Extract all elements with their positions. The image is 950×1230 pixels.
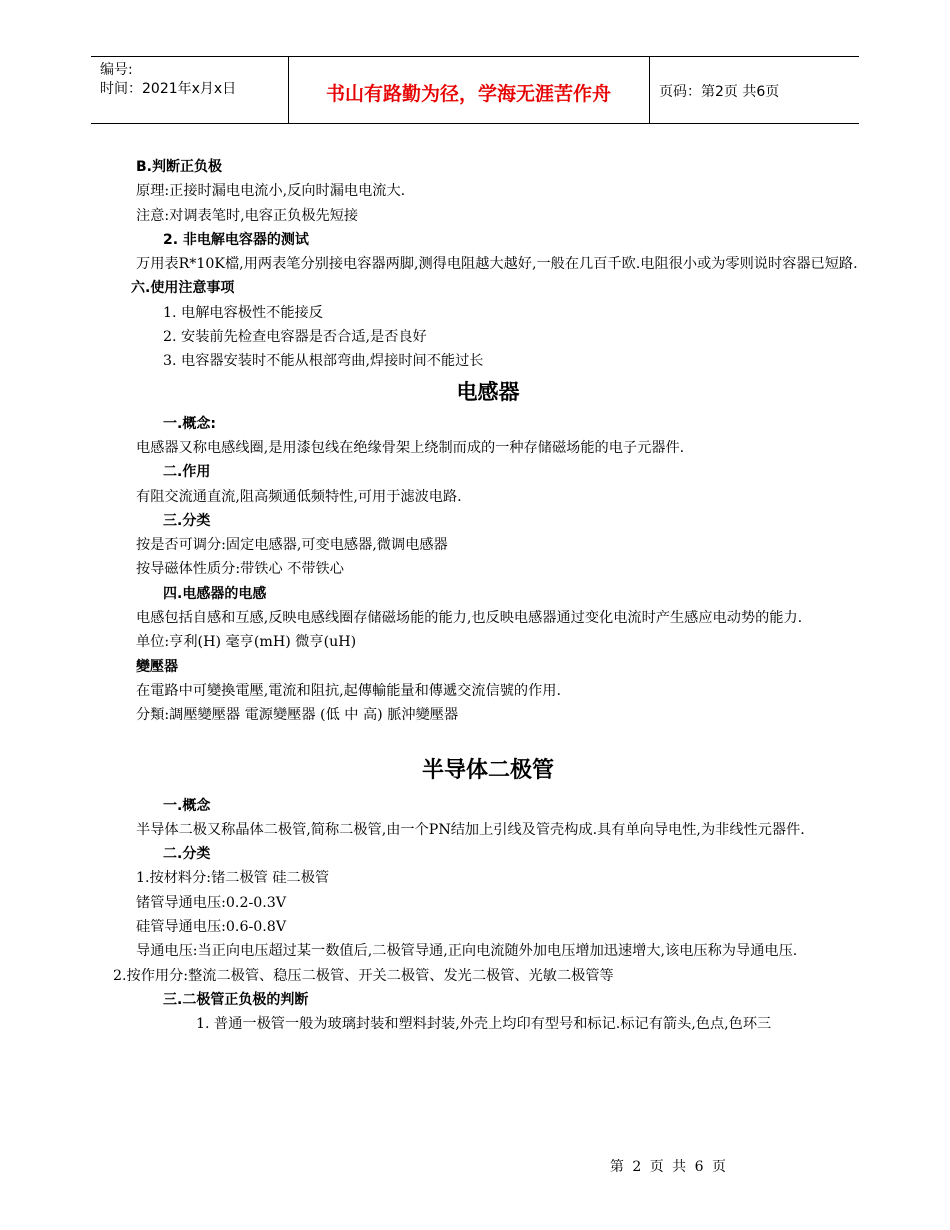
paragraph: 1.按材料分:锗二极管 硅二极管 <box>136 870 330 887</box>
paragraph: 半导体二极又称晶体二极管,简称二极管,由一个PN结加上引线及管壳构成.具有单向导电性,为非线性元器件. <box>136 821 805 838</box>
list-item: 1. 普通一极管一般为玻璃封装和塑料封装,外壳上均印有型号和标记.标记有箭头,色点,色环三 <box>196 1016 772 1033</box>
paragraph: 按导磁体性质分:带铁心 不带铁心 <box>136 561 344 578</box>
subheading: 變壓器 <box>136 658 178 675</box>
page-header <box>91 56 859 124</box>
paragraph: 2.按作用分:整流二极管、稳压二极管、开关二极管、发光二极管、光敏二极管等 <box>113 967 614 984</box>
paragraph: 电感器又称电感线圈,是用漆包线在绝缘骨架上绕制而成的一种存储磁场能的电子元器件. <box>136 439 685 456</box>
header-meta <box>100 61 236 99</box>
paragraph: 注意:对调表笔时,电容正负极先短接 <box>136 207 359 224</box>
subheading: B.判断正负极 <box>136 159 222 175</box>
subheading: 二.作用 <box>163 464 211 481</box>
list-item: 3. 电容器安装时不能从根部弯曲,焊接时间不能过长 <box>163 353 484 370</box>
paragraph: 按是否可调分:固定电感器,可变电感器,微调电感器 <box>136 537 448 554</box>
header-motto: 书山有路勤为径，学海无涯苦作舟 <box>325 83 611 105</box>
subheading: 二.分类 <box>163 846 211 863</box>
paragraph: 有阻交流通直流,阻高频通低频特性,可用于滤波电路. <box>136 488 462 505</box>
paragraph: 导通电压:当正向电压超过某一数值后,二极管导通,正向电流随外加电压增加迅速增大,该电压称为导通电压. <box>136 943 798 960</box>
subheading: 四.电感器的电感 <box>163 585 267 602</box>
list-item: 1. 电解电容极性不能接反 <box>163 304 323 321</box>
subheading: 一.概念: <box>163 415 216 432</box>
section-title: 半导体二极管 <box>421 757 554 783</box>
header-number: 编号: <box>100 62 133 78</box>
section-title: 电感器 <box>456 379 520 404</box>
paragraph: 单位:亨利(H) 毫亨(mH) 微亨(uH) <box>136 634 357 651</box>
section-heading: 六.使用注意事项 <box>131 280 235 297</box>
subheading: 一.概念 <box>163 797 211 814</box>
header-divider <box>649 57 650 123</box>
header-page-number: 页码：第2页 共6页 <box>659 84 780 100</box>
list-item: 2. 安装前先检查电容器是否合适,是否良好 <box>163 329 427 346</box>
paragraph: 在電路中可變換電壓,電流和阻抗,起傳輸能量和傳遞交流信號的作用. <box>136 682 561 699</box>
paragraph: 万用表R*10K檔,用两表笔分别接电容器两脚,测得电阻越大越好,一般在几百千欧.电阻很小或为零则说时容器已短路. <box>136 256 858 273</box>
paragraph: 电感包括自感和互感,反映电感线圈存储磁场能的能力,也反映电感器通过变化电流时产生感应电动势的能力. <box>136 610 803 627</box>
page-footer: 第 2 页 共 6 页 <box>609 1159 728 1175</box>
paragraph: 原理:正接时漏电电流小,反向时漏电电流大. <box>136 183 406 200</box>
header-time: 时间：2021年x月x日 <box>100 81 237 97</box>
document-body <box>113 155 863 1037</box>
subheading: 三.分类 <box>163 512 211 529</box>
paragraph: 锗管导通电压:0.2-0.3V <box>136 894 287 911</box>
subheading: 三.二极管正负极的判断 <box>163 991 309 1008</box>
paragraph: 硅管导通电压:0.6-0.8V <box>136 919 287 936</box>
paragraph: 分類:調壓變壓器 電源變壓器 (低 中 高) 脈沖變壓器 <box>136 707 459 724</box>
subheading: 2. 非电解电容器的测试 <box>163 231 309 248</box>
